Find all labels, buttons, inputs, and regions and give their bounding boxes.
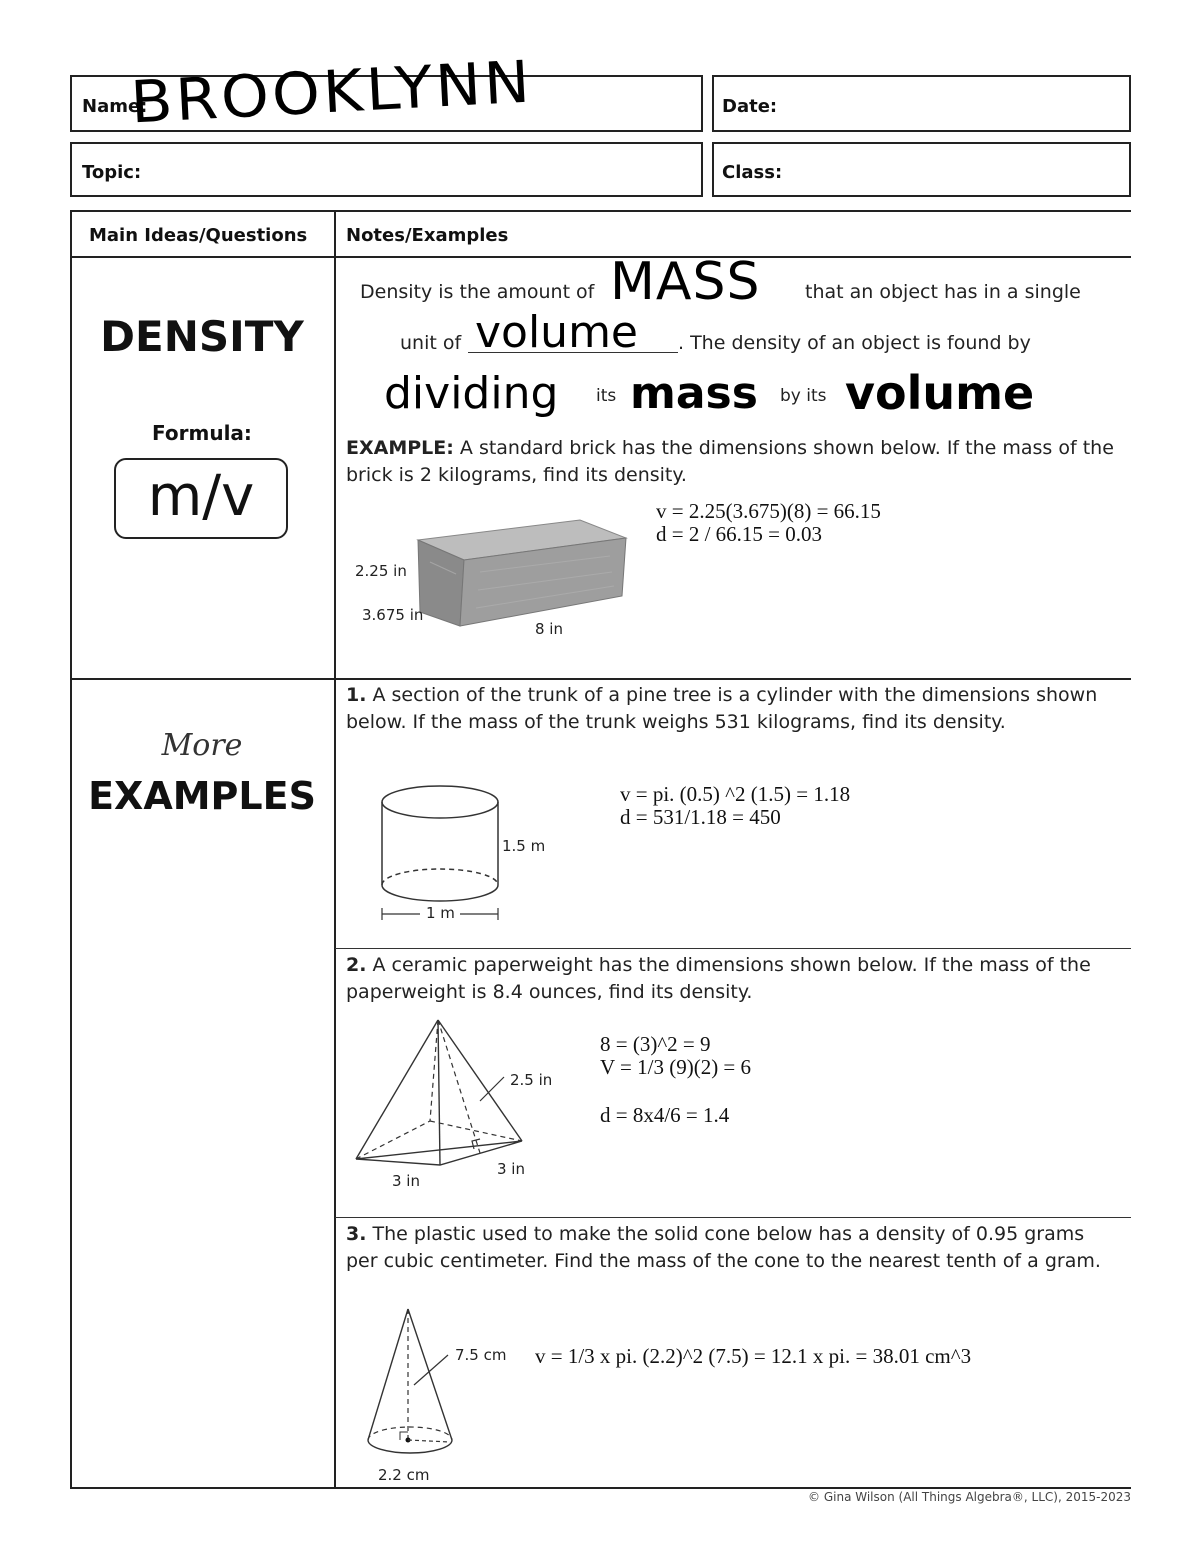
cone-radius-label: 2.2 cm <box>378 1466 430 1484</box>
example-2-work-line-3: d = 8x4/6 = 1.4 <box>600 1103 730 1127</box>
example-1-text: A section of the trunk of a pine tree is a cylinder with the dimensions shown below. If the mass of the trunk weighs 531 kilograms, find its density. <box>346 684 1098 733</box>
brick-width-label: 3.675 in <box>362 606 424 624</box>
brick-figure <box>400 512 640 632</box>
pyramid-slant-label: 2.5 in <box>510 1071 553 1089</box>
example-2-statement <box>346 952 1116 1006</box>
example-2-number: 2. <box>346 954 367 976</box>
col1-header: Main Ideas/Questions <box>89 225 308 246</box>
example-1-statement <box>346 682 1116 736</box>
brick-work-line-1: v = 2.25(3.675)(8) = 66.15 <box>656 499 881 523</box>
example-2-work-line-1: 8 = (3)^2 = 9 <box>600 1032 711 1056</box>
blank-mass: MASS <box>610 252 761 312</box>
example-3-statement <box>346 1221 1116 1275</box>
example-3-number: 3. <box>346 1223 367 1245</box>
table-top-border <box>70 210 1131 212</box>
density-sentence-3: unit of <box>400 332 462 354</box>
copyright-footer: © Gina Wilson (All Things Algebra®, LLC), 2015-2023 <box>808 1490 1131 1504</box>
density-sentence-2: that an object has in a single <box>805 281 1081 303</box>
example-divider-2 <box>335 1217 1131 1218</box>
brick-height-label: 2.25 in <box>355 562 407 580</box>
density-sentence-4: . The density of an object is found by <box>678 332 1031 354</box>
pyramid-base-label-2: 3 in <box>497 1160 525 1178</box>
cone-slant-label: 7.5 cm <box>455 1346 507 1364</box>
blank-mass-2: mass <box>630 368 758 419</box>
brick-work-line-2: d = 2 / 66.15 = 0.03 <box>656 522 823 546</box>
col2-header: Notes/Examples <box>346 225 509 246</box>
example-statement <box>346 435 1116 489</box>
pyramid-figure <box>352 1015 532 1175</box>
date-label: Date: <box>722 96 778 117</box>
example-2-text: A ceramic paperweight has the dimensions shown below. If the mass of the paperweight is 8.4 ounces, find its density. <box>346 954 1091 1003</box>
density-title: DENSITY <box>100 312 304 361</box>
example-1-number: 1. <box>346 684 367 706</box>
example-2-work-line-2: V = 1/3 (9)(2) = 6 <box>600 1055 752 1079</box>
example-text: A standard brick has the dimensions shown below. If the mass of the brick is 2 kilograms, find its density. <box>346 437 1114 486</box>
formula-label: Formula: <box>152 421 252 445</box>
formula-value: m/v <box>147 464 255 529</box>
example-3-work-line-1: v = 1/3 x pi. (2.2)^2 (7.5) = 12.1 x pi. = 38.01 cm^3 <box>535 1344 972 1368</box>
blank-volume: volume <box>475 307 639 358</box>
cone-figure <box>362 1305 462 1465</box>
example-3-text: The plastic used to make the solid cone below has a density of 0.95 grams per cubic centimeter. Find the mass of the cone to the nearest tenth of a gram. <box>346 1223 1101 1272</box>
pyramid-base-label-1: 3 in <box>392 1172 420 1190</box>
blank-volume-2: volume <box>845 366 1035 420</box>
class-label: Class: <box>722 162 783 183</box>
table-bottom-border <box>70 1487 1131 1489</box>
examples-title: EXAMPLES <box>88 774 316 818</box>
more-script-title: More <box>161 728 243 763</box>
name-label: Name: <box>82 96 148 117</box>
brick-length-label: 8 in <box>535 620 563 638</box>
topic-field[interactable] <box>70 142 703 197</box>
cylinder-diameter-label: 1 m <box>426 904 455 922</box>
cylinder-height-label: 1.5 m <box>502 837 546 855</box>
table-column-divider <box>334 210 336 1489</box>
table-row-divider <box>70 678 1131 680</box>
blank-dividing: dividing <box>384 368 559 419</box>
example-label: EXAMPLE: <box>346 437 454 459</box>
table-left-border <box>70 210 72 1489</box>
density-sentence-5: its <box>596 386 617 406</box>
topic-label: Topic: <box>82 162 142 183</box>
name-value: BROOKLYNN <box>128 47 535 137</box>
example-divider-1 <box>335 948 1131 949</box>
example-1-work-line-2: d = 531/1.18 = 450 <box>620 805 781 829</box>
table-header-divider <box>70 256 1131 258</box>
sentence-text: Density is the amount of <box>360 281 595 303</box>
example-1-work-line-1: v = pi. (0.5) ^2 (1.5) = 1.18 <box>620 782 851 806</box>
density-sentence-1 <box>360 279 594 306</box>
density-sentence-6: by its <box>780 386 827 406</box>
